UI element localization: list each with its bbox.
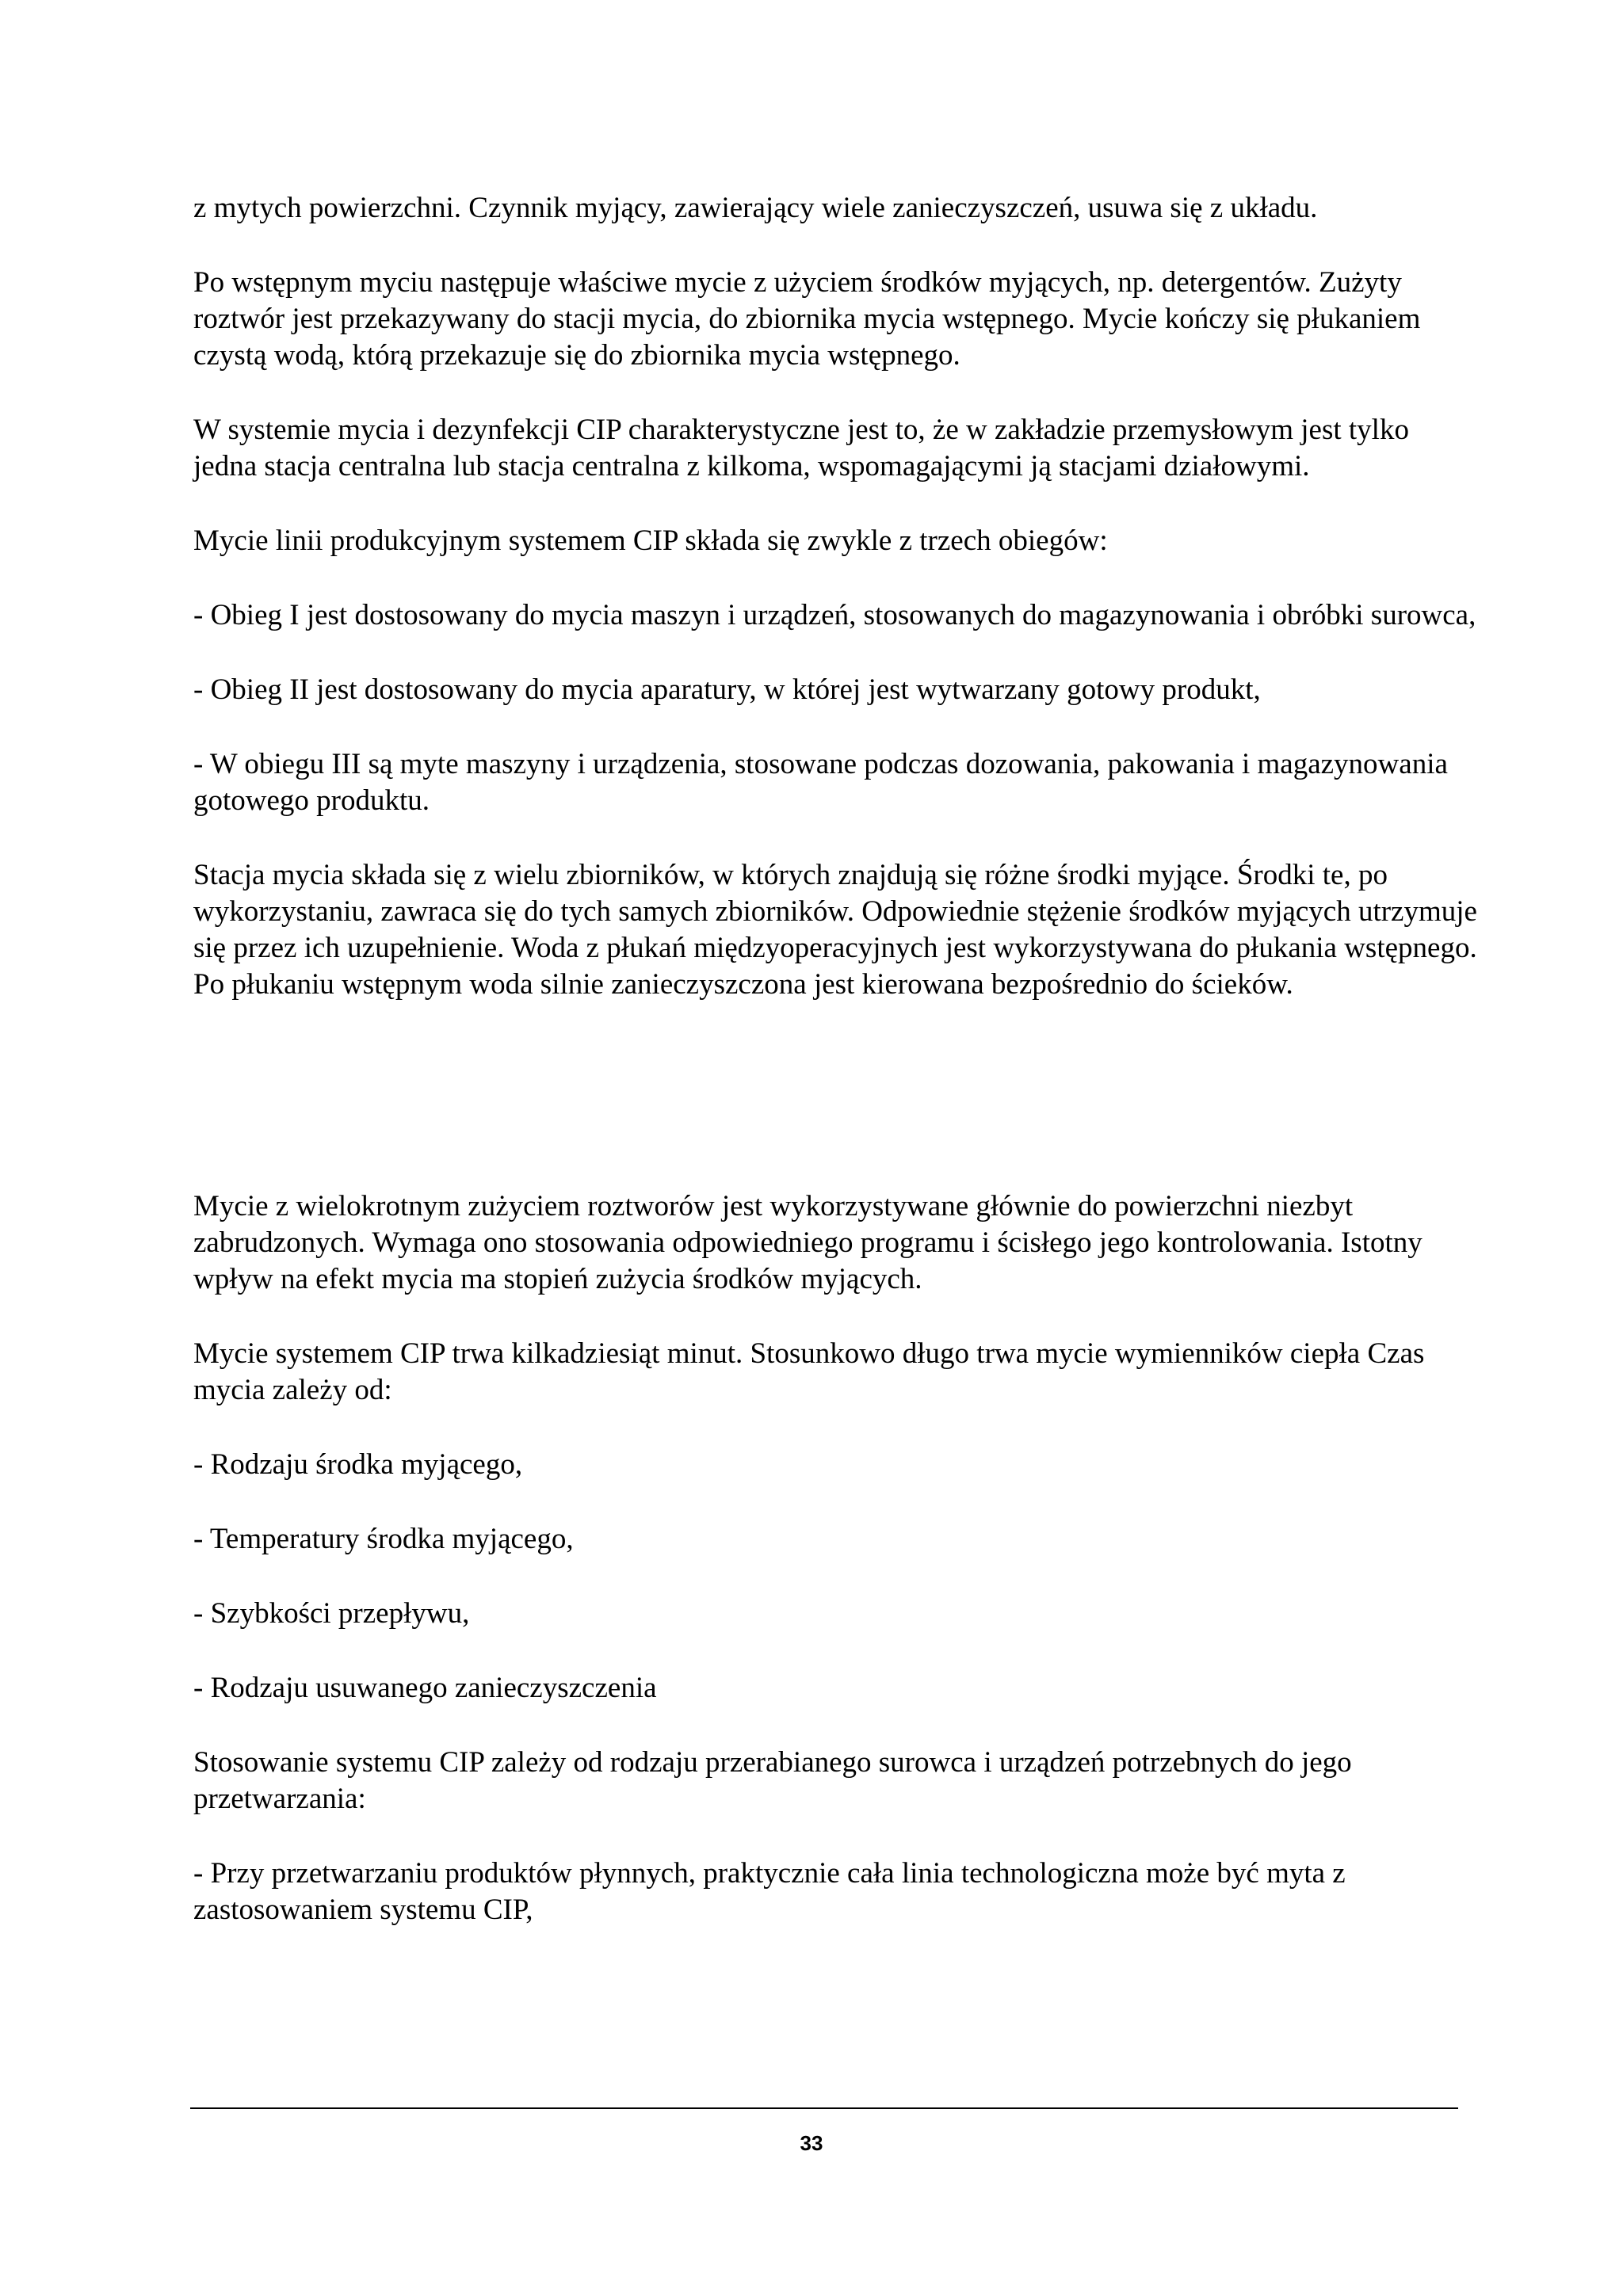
paragraph-cip-application: Stosowanie systemu CIP zależy od rodzaju przerabianego surowca i urządzeń potrzebnych do jego przetwarzania: bbox=[193, 1746, 1352, 1815]
page-number: 33 bbox=[800, 2131, 823, 2155]
paragraph-cip-duration: Mycie systemem CIP trwa kilkadziesiąt minut. Stosunkowo długo trwa mycie wymienników ciepła Czas mycia zależy od: bbox=[193, 1337, 1425, 1406]
footer-divider bbox=[190, 2107, 1458, 2109]
list-item-liquid-products: - Przy przetwarzaniu produktów płynnych, praktycznie cała linia technologiczna może być myta z zastosowaniem systemu CIP, bbox=[193, 1857, 1346, 1926]
page-body bbox=[193, 190, 1477, 1966]
paragraph-circuits-intro: Mycie linii produkcyjnym systemem CIP składa się zwykle z trzech obiegów: bbox=[193, 524, 1108, 557]
list-item-factor-4: - Rodzaju usuwanego zanieczyszczenia bbox=[193, 1672, 657, 1704]
paragraph-cip-station: W systemie mycia i dezynfekcji CIP charakterystyczne jest to, że w zakładzie przemysłowym jest tylko jedna stacja centralna lub stacja centralna z kilkoma, wspomagającymi ją stacjami działowymi. bbox=[193, 414, 1409, 482]
list-item-circuit-2: - Obieg II jest dostosowany do mycia aparatury, w której jest wytwarzany gotowy produkt, bbox=[193, 673, 1261, 706]
list-item-circuit-3: - W obiegu III są myte maszyny i urządzenia, stosowane podczas dozowania, pakowania i magazynowania gotowego produktu. bbox=[193, 748, 1448, 817]
paragraph-reuse-solutions: Mycie z wielokrotnym zużyciem roztworów jest wykorzystywane głównie do powierzchni niezbyt zabrudzonych. Wymaga ono stosowania odpowiedniego programu i ścisłego jego kontrolowania. Istotny wpływ na efekt mycia ma stopień zużycia środków myjących. bbox=[193, 1190, 1423, 1295]
paragraph-station-tanks: Stacja mycia składa się z wielu zbiorników, w których znajdują się różne środki myjące. Środki te, po wykorzystaniu, zawraca się do tych samych zbiorników. Odpowiednie stężenie środków myjących utrzymuje się przez ich uzupełnienie. Woda z płukań międzyoperacyjnych jest wykorzystywana do płukania wstępnego. Po płukaniu wstępnym woda silnie zanieczyszczona jest kierowana bezpośrednio do ścieków. bbox=[193, 859, 1477, 1001]
list-item-factor-2: - Temperatury środka myjącego, bbox=[193, 1523, 574, 1555]
list-item-factor-3: - Szybkości przepływu, bbox=[193, 1597, 470, 1630]
list-item-circuit-1: - Obieg I jest dostosowany do mycia maszyn i urządzeń, stosowanych do magazynowania i obróbki surowca, bbox=[193, 599, 1476, 631]
paragraph-main-wash: Po wstępnym myciu następuje właściwe mycie z użyciem środków myjących, np. detergentów. Zużyty roztwór jest przekazywany do stacji mycia, do zbiornika mycia wstępnego. Mycie kończy się płukaniem czystą wodą, którą przekazuje się do zbiornika mycia wstępnego. bbox=[193, 266, 1421, 372]
paragraph-continuation: z mytych powierzchni. Czynnik myjący, zawierający wiele zanieczyszczeń, usuwa się z układu. bbox=[193, 192, 1318, 224]
list-item-factor-1: - Rodzaju środka myjącego, bbox=[193, 1448, 523, 1481]
